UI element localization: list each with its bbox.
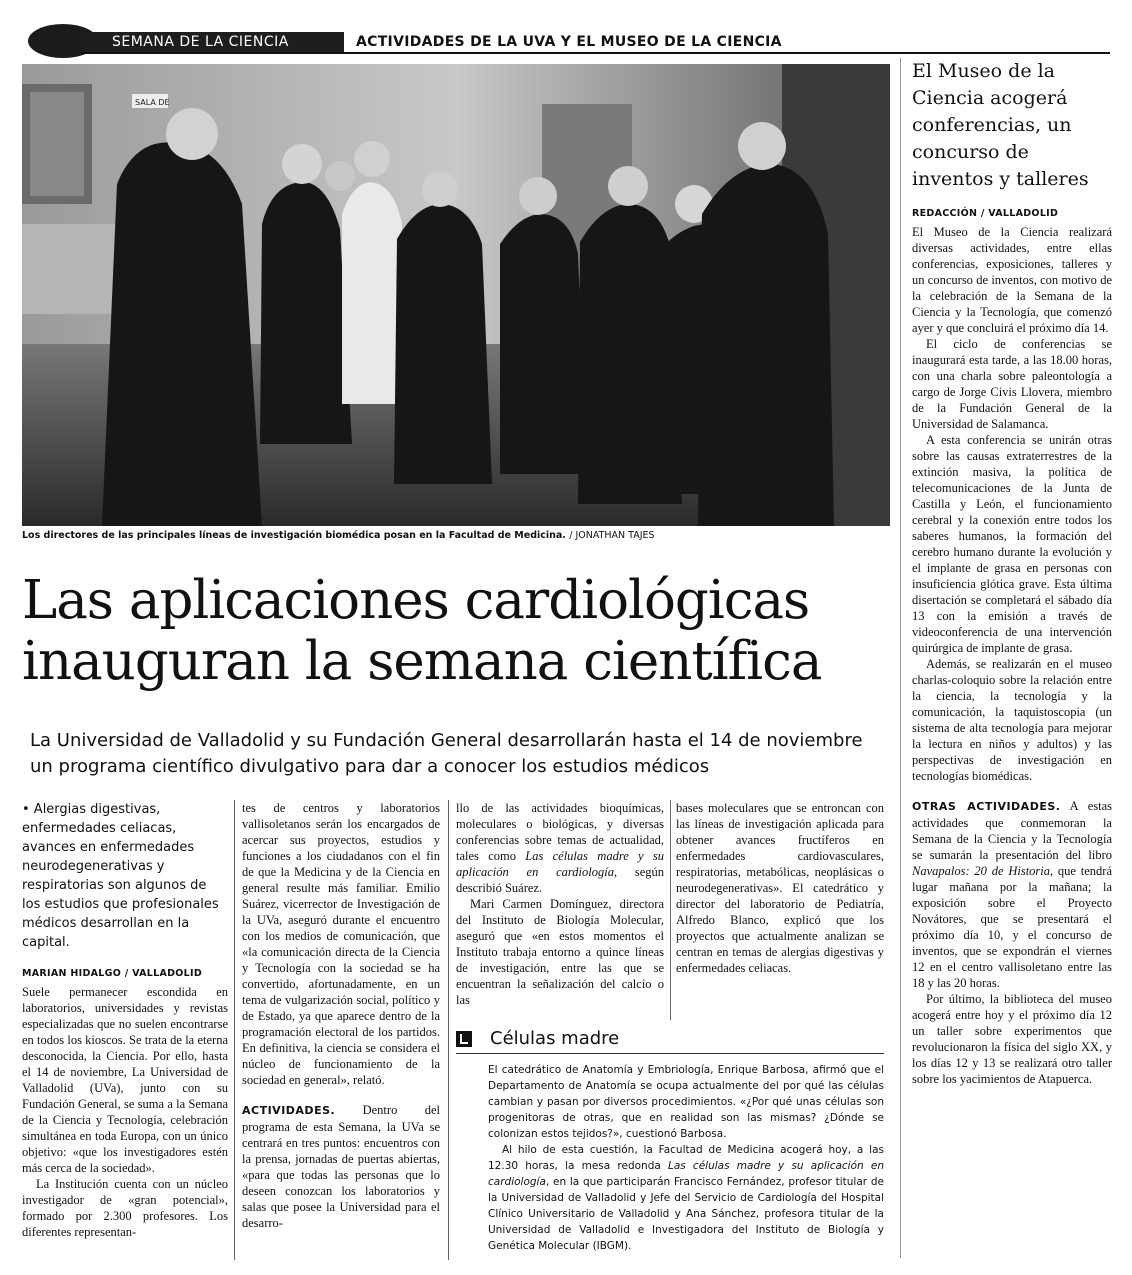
column-rule	[234, 800, 235, 1260]
article-column-1	[22, 800, 228, 1240]
col3-text: llo de las actividades bioquímicas, moleculares o biológicas, y diversas conferencias sobre temas de actualidad, tales como	[456, 801, 664, 863]
sidebar-paragraph: A esta conferencia se unirán otras sobre las causas extraterrestres de la extinción masiva, la política de telecomunicaciones de la Junta de Castilla y León, el funcionamiento cerebral y la conexión entre todos los saberes humanos, la formación del cerebro humano durante la evolución y el implante de grasa en personas con insuficiencia glótica grave. Esta última disertación se completará el sábado día 13 con la emisión a través de videoconferencia de una intervención quirúrgica de implante de grasa.	[912, 433, 1112, 655]
article-column-2	[242, 800, 440, 1231]
box-paragraph: El catedrático de Anatomía y Embriología, Enrique Barbosa, afirmó que el Departamento de Anatomía se ocupa actualmente del por qué las células cambian y pasan por diversos procedimientos. «¿Por qué unas células son progenitoras de otras, que en realidad son las mismas? ¿Dónde se colonizan estos tejidos?», cuestionó Barbosa.	[488, 1064, 884, 1140]
box-paragraph	[488, 1142, 884, 1254]
sidebar-paragraph: Además, se realizarán en el museo charlas-coloquio sobre la relación entre la ciencia, la tecnología y la comunicación, la taquistoscopia (un sistema de alta tecnología para mejorar la lectura en niños y adultos) y las perspectivas de investigación en tecnologías biomédicas.	[912, 657, 1112, 783]
sidebar-paragraph: El Museo de la Ciencia realizará diversas actividades, entre ellas conferencias, exposiciones, talleres y un concurso de inventos, con motivo de la celebración de la Semana de la Ciencia y la Tecnología, que comenzó ayer y que concluirá el próximo día 14.	[912, 225, 1112, 335]
sidebar-otras-paragraph	[912, 798, 1112, 991]
page-header	[18, 30, 1108, 56]
header-rule	[80, 52, 1110, 54]
col1-paragraph: La Institución cuenta con un núcleo investigador de «gran potencial», formado por 2.300 profesores. Los diferentes representan-	[22, 1177, 228, 1239]
article-lead: • Alergias digestivas, enfermedades celiacas, avances en enfermedades neurodegenerativas y respiratorias son algunos de los estudios que profesionales médicos desarrollan en la capital.	[22, 802, 219, 950]
article-column-3	[456, 800, 664, 1008]
sidebar-title: El Museo de la Ciencia acogerá conferencias, un concurso de inventos y talleres	[912, 60, 1089, 190]
group-photo-illustration	[22, 64, 890, 526]
sidebar-text: A estas actividades que conmemoran la Semana de la Ciencia y la Tecnología se sumarán la presentación del libro	[912, 799, 1112, 862]
col2-actividades-paragraph	[242, 1102, 440, 1231]
photo-credit: / JONATHAN TAJES	[569, 530, 655, 541]
col1-paragraph: Suele permanecer escondida en laboratorios, universidades y revistas especializadas que no suelen encontrarse en todos los kioscos. Se trata de la eterna desconocida, la Ciencia. Por ello, hasta el 14 de noviembre, La Universidad de Valladolid (UVa), junto con su Fundación General, se suma a la Semana de la Ciencia y Tecnología, celebración simultánea en toda Europa, con un único objetivo: «que los investigadores estén más cerca de la sociedad».	[22, 985, 228, 1175]
col3-paragraph	[456, 800, 664, 896]
col4-paragraph: bases moleculares que se entroncan con las líneas de investigación aplicada para obtener avances fructíferos en enfermedades cardiovasculares, respiratorias, metabólicas, neoplásicas o neurodegenerativas». El catedrático y director del laboratorio de Pediatría, Alfredo Blanco, explicó que los proyectos que actualmente analizan se centran en temas de alergias digestivas y enfermedades celiacas.	[676, 801, 884, 975]
caption-text: Los directores de las principales líneas de investigación biomédica posan en la Facultad de Medicina.	[22, 530, 566, 541]
article-column-4	[676, 800, 884, 976]
sidebar-rule	[900, 58, 901, 1258]
col2-actividades-text: Dentro del programa de esta Semana, la UVa se centrará en tres puntos: encuentros con la prensa, jornadas de puertas abiertas, «para que todas las personas que lo deseen conozcan los laboratorios y salas que posee la Universidad para el desarro-	[242, 1103, 441, 1230]
column-rule	[448, 800, 449, 1260]
col3-text-after: , según describió Suárez.	[456, 865, 664, 895]
sidebar-italic-title: Navapalos: 20 de Historia	[912, 864, 1050, 878]
box-title: Células madre	[490, 1028, 620, 1049]
wall-sign: SALA DE	[135, 98, 170, 107]
box-text: Al hilo de esta cuestión, la Facultad de Medicina acogerá hoy, a las 12.30 horas, la mesa redonda	[488, 1144, 884, 1172]
runin-actividades: ACTIVIDADES.	[242, 1104, 336, 1117]
col2-paragraph: tes de centros y laboratorios vallisoletanos serán los encargados de acercar sus proyectos, estudios y funciones a los ciudadanos con el fin de que la Medicina y de la Ciencia en general resulte más familiar. Emilio Suárez, vicerrector de Investigación de la UVa, aseguró durante el encuentro con los medios de comunicación, que «la comunicación directa de la Ciencia y Tecnología con la sociedad se ha convertido, afortunadamente, en un tema de vulgarización social, político y de Estado, ya que aparece dentro de la programación electoral de los partidos. En definitiva, la ciencia se considera el núcleo de funcionamiento de la sociedad en general», relató.	[242, 801, 440, 1087]
box-text-after: , en la que participarán Francisco Fernández, profesor titular de la Universidad de Valladolid y Jefe del Servicio de Cardiología del Hospital Clínico Universitario de Valladolid y Ana Sánchez, profesora titular de la Universidad de Valladolid e Investigadora del Instituto de Biología y Genética Molecular (IBGM).	[488, 1176, 884, 1252]
col3-paragraph: Mari Carmen Domínguez, directora del Instituto de Biología Molecular, aseguró que «en estos momentos el Instituto trabaja entorno a quince líneas de investigación, entre las que se encuentran la señalización del calcio o las	[456, 897, 664, 1007]
sidebar-byline: REDACCIÓN / VALLADOLID	[912, 208, 1059, 219]
article-photo	[22, 64, 890, 526]
box-header	[456, 1027, 884, 1051]
col3-italic-title: Las células madre y su aplicación en cardiología	[456, 849, 664, 879]
section-label: SEMANA DE LA CIENCIA	[80, 32, 344, 52]
box-italic-title: Las células madre y su aplicación en cardiología	[488, 1160, 884, 1188]
box-marker-icon	[456, 1031, 472, 1047]
column-rule	[670, 800, 671, 1020]
sidebar-paragraph: El ciclo de conferencias se inaugurará esta tarde, a las 18.00 horas, con una charla sobre paleontología a cargo de Jorge Civis Llovera, miembro de la Fundación General de la Universidad de Salamanca.	[912, 337, 1112, 431]
box-rule	[456, 1053, 884, 1054]
article-deck: La Universidad de Valladolid y su Fundación General desarrollarán hasta el 14 de noviembre un programa científico divulgativo para dar a conocer los estudios médicos	[30, 730, 863, 777]
section-sublabel: ACTIVIDADES DE LA UVA Y EL MUSEO DE LA CIENCIA	[356, 34, 782, 50]
photo-caption	[22, 530, 890, 541]
sidebar-text-after: , que tendrá lugar mañana por la mañana; la exposición sobre el Proyecto Novátores, que se presentará el próximo día 10, y el concurso de inventos, que se expondrán el viernes 12 en el centro vallisoletano entre las 18 y las 20 horas.	[912, 864, 1112, 990]
runin-otras-actividades: OTRAS ACTIVIDADES.	[912, 800, 1061, 813]
box-body	[488, 1062, 884, 1254]
article-byline: MARIAN HIDALGO / VALLADOLID	[22, 968, 203, 979]
sidebar-paragraph: Por último, la biblioteca del museo acogerá entre hoy y el próximo día 12 un taller sobre experimentos que revolucionaron la física del siglo XX, y los días 12 y 13 se realizará otro taller sobre los yacimientos de Atapuerca.	[912, 992, 1112, 1086]
sidebar-column	[912, 206, 1112, 1087]
article-headline: Las aplicaciones cardiológicas inauguran la semana científica	[22, 570, 822, 692]
